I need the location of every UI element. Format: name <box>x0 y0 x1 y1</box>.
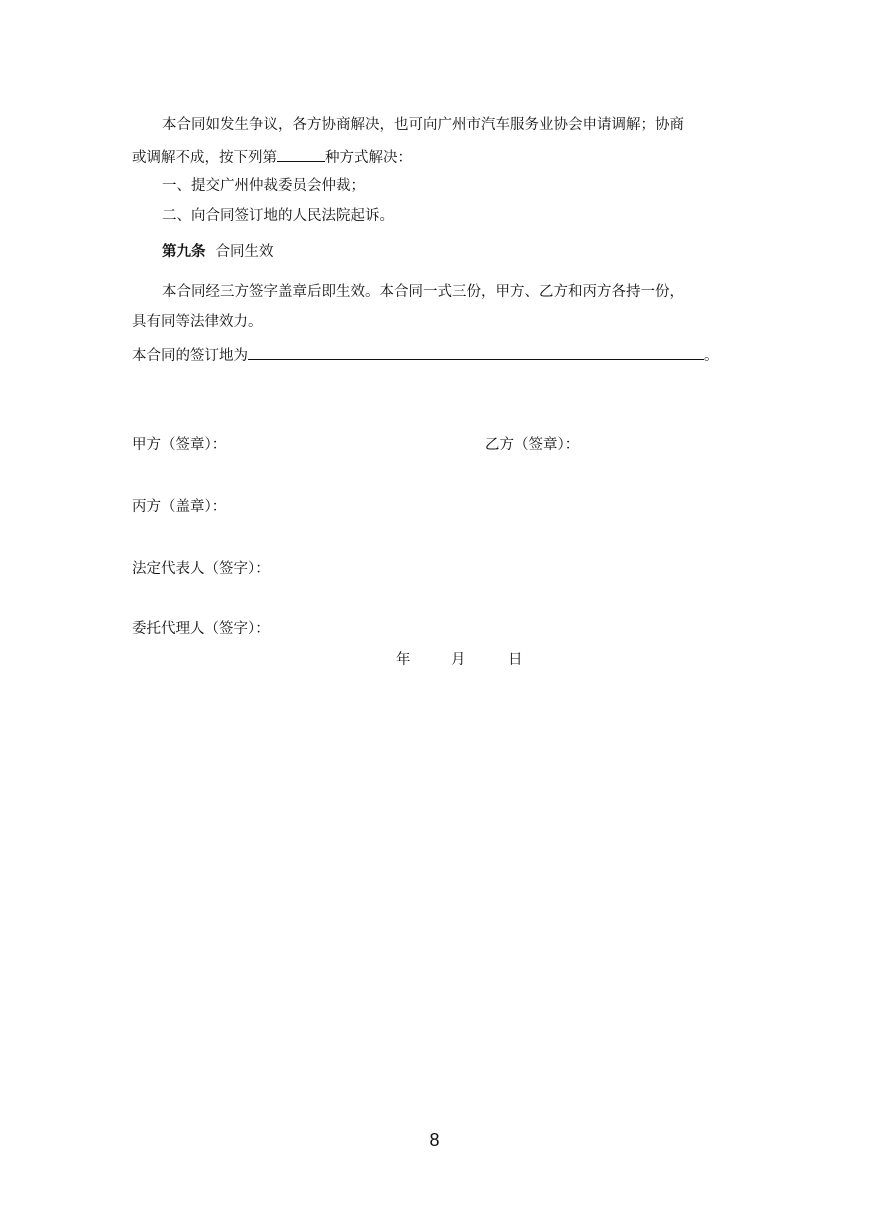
signing-place-label: 本合同的签订地为 <box>132 348 248 364</box>
dispute-method-prefix: 或调解不成，按下列第 <box>132 150 277 166</box>
page-number: 8 <box>429 1130 440 1150</box>
dispute-option-arbitration: 一、提交广州仲裁委员会仲裁； <box>162 178 365 194</box>
party-c-seal-label: 丙方（盖章）： <box>132 499 227 515</box>
party-a-signature-label: 甲方（签章）： <box>132 437 227 453</box>
party-b-signature-label: 乙方（签章）： <box>485 437 580 453</box>
legal-representative-label: 法定代表人（签字）： <box>132 561 270 577</box>
dispute-method-blank[interactable] <box>277 147 325 162</box>
date-day: 日 <box>508 652 523 668</box>
date-month: 月 <box>451 652 466 668</box>
date-year: 年 <box>396 652 411 668</box>
article9-line1: 本合同经三方签字盖章后即生效。本合同一式三份，甲方、乙方和丙方各持一份， <box>162 284 684 300</box>
article9-heading <box>162 244 274 261</box>
article9-title: 合同生效 <box>215 244 274 260</box>
dispute-paragraph-line1: 本合同如发生争议，各方协商解决，也可向广州市汽车服务业协会申请调解；协商 <box>162 117 684 133</box>
dispute-paragraph-line2 <box>132 147 412 167</box>
dispute-method-suffix: 种方式解决： <box>325 150 412 166</box>
article9-number: 第九条 <box>162 244 206 260</box>
signing-place-period: 。 <box>704 348 719 364</box>
authorized-agent-label: 委托代理人（签字）： <box>132 621 270 637</box>
signing-place-line <box>132 345 719 365</box>
article9-line2: 具有同等法律效力。 <box>132 314 263 330</box>
dispute-option-court: 二、向合同签订地的人民法院起诉。 <box>162 208 394 224</box>
signing-place-blank[interactable] <box>248 345 704 360</box>
